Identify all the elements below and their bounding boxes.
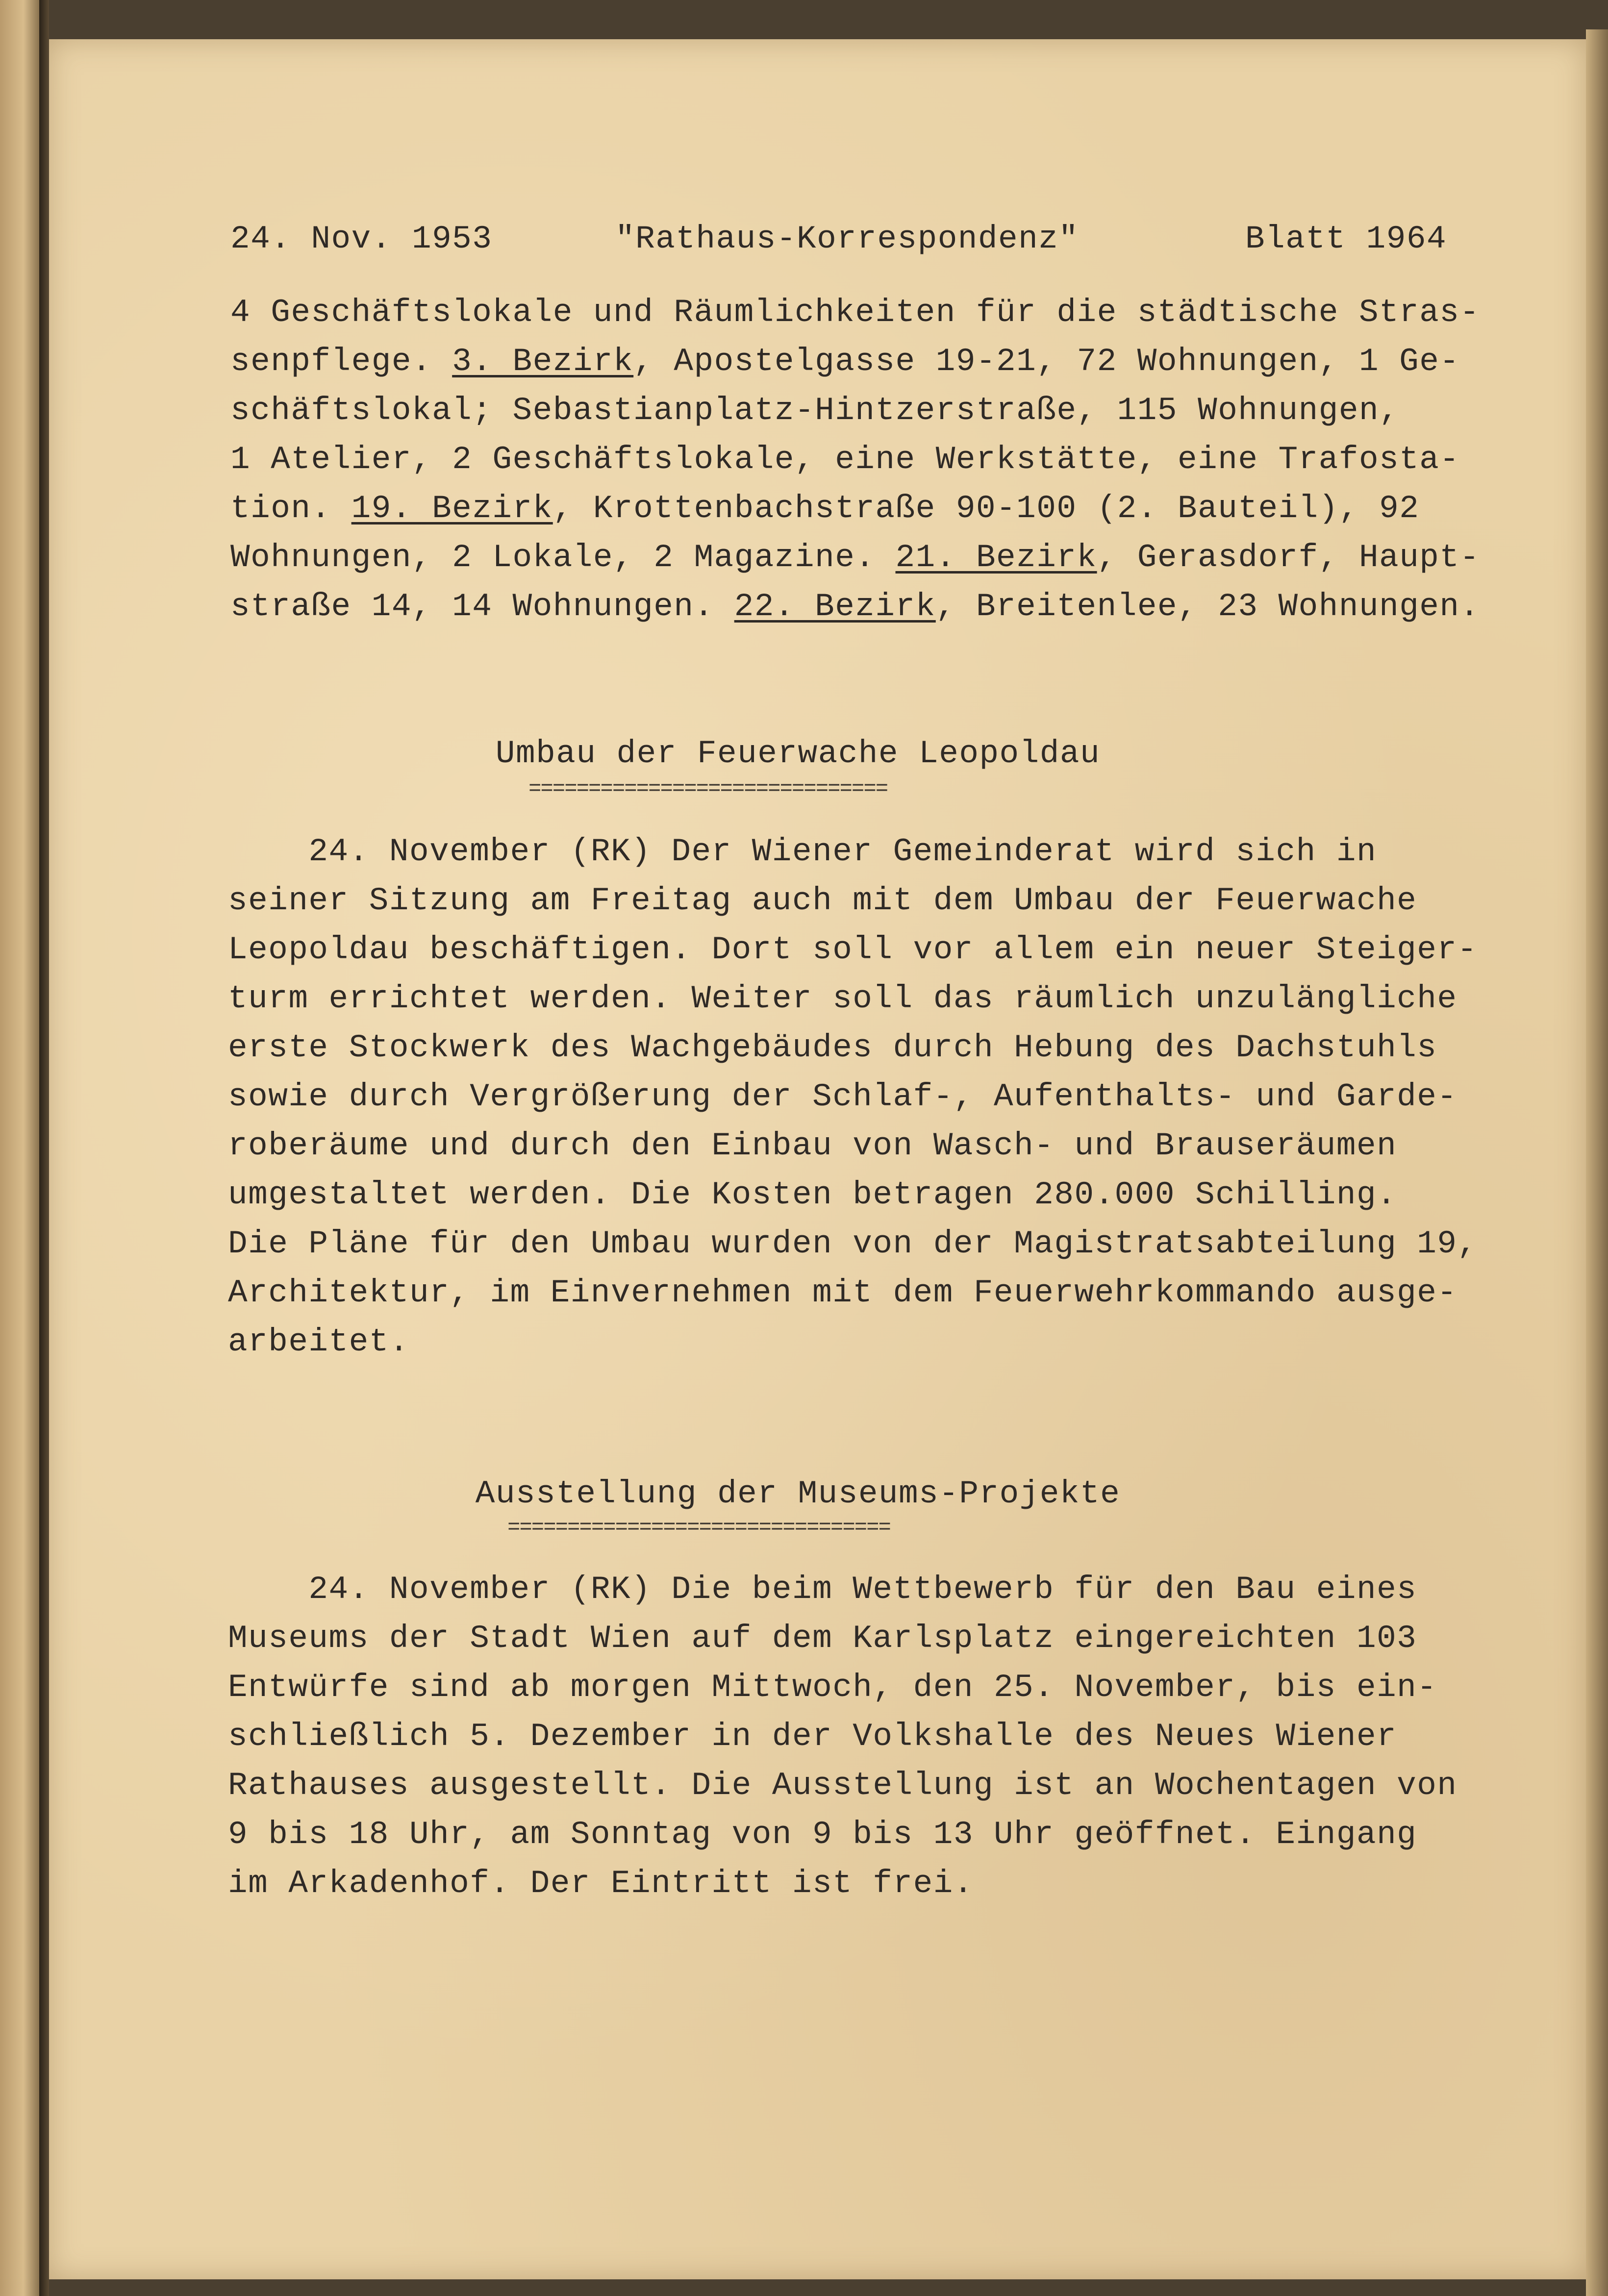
district-19-link: 19. Bezirk bbox=[351, 490, 553, 527]
district-21-link: 21. Bezirk bbox=[895, 539, 1097, 576]
body-line: Museums der Stadt Wien auf dem Karlsplatz eingereichten 103 bbox=[228, 1620, 1417, 1657]
body-line: umgestaltet werden. Die Kosten betragen 280.000 Schilling. bbox=[228, 1176, 1397, 1213]
section-heading-feuerwache: Umbau der Feuerwache Leopoldau bbox=[495, 735, 1101, 772]
body-line: Entwürfe sind ab morgen Mittwoch, den 25. November, bis ein- bbox=[228, 1669, 1437, 1706]
body-line: roberäume und durch den Einbau von Wasch- und Brauseräumen bbox=[228, 1127, 1397, 1164]
district-22-link: 22. Bezirk bbox=[734, 588, 936, 625]
body-line: 24. November (RK) Die beim Wettbewerb für den Bau eines bbox=[228, 1571, 1417, 1608]
header-sheet: Blatt 1964 bbox=[1245, 221, 1447, 257]
intro-line: Wohnungen, 2 Lokale, 2 Magazine. 21. Bezirk, Gerasdorf, Haupt- bbox=[230, 539, 1480, 576]
book-spine bbox=[39, 0, 49, 2296]
section-museum-body bbox=[228, 1571, 1571, 1902]
document-page bbox=[49, 39, 1586, 2279]
header-title: "Rathaus-Korrespondenz" bbox=[615, 221, 1079, 257]
section-heading-museum: Ausstellung der Museums-Projekte bbox=[475, 1475, 1121, 1512]
body-line: turm errichtet werden. Weiter soll das räumlich unzulängliche bbox=[228, 980, 1457, 1017]
body-line: 24. November (RK) Der Wiener Gemeinderat wird sich in bbox=[228, 833, 1377, 870]
body-line: erste Stockwerk des Wachgebäudes durch Hebung des Dachstuhls bbox=[228, 1029, 1437, 1066]
body-line: sowie durch Vergrößerung der Schlaf-, Aufenthalts- und Garde- bbox=[228, 1078, 1457, 1115]
body-line: seiner Sitzung am Freitag auch mit dem Umbau der Feuerwache bbox=[228, 882, 1417, 919]
previous-page-edge bbox=[0, 0, 39, 2296]
section-underline-rule: ============================== bbox=[528, 777, 888, 801]
page-stack-edge bbox=[1586, 29, 1608, 2296]
intro-line: schäftslokal; Sebastianplatz-Hintzerstraße, 115 Wohnungen, bbox=[230, 392, 1400, 429]
body-line: Rathauses ausgestellt. Die Ausstellung ist an Wochentagen von bbox=[228, 1767, 1457, 1804]
body-line: Architektur, im Einvernehmen mit dem Feuerwehrkommando ausge- bbox=[228, 1274, 1457, 1311]
district-3-link: 3. Bezirk bbox=[452, 343, 634, 380]
section-feuerwache-body bbox=[228, 833, 1571, 1360]
body-line: arbeitet. bbox=[228, 1323, 409, 1360]
intro-paragraph bbox=[230, 294, 1574, 625]
intro-line: 1 Atelier, 2 Geschäftslokale, eine Werkstätte, eine Trafosta- bbox=[230, 441, 1460, 478]
intro-line: straße 14, 14 Wohnungen. 22. Bezirk, Breitenlee, 23 Wohnungen. bbox=[230, 588, 1480, 625]
intro-line: tion. 19. Bezirk, Krottenbachstraße 90-100 (2. Bauteil), 92 bbox=[230, 490, 1420, 527]
section-underline-rule: ================================ bbox=[507, 1516, 890, 1540]
body-line: im Arkadenhof. Der Eintritt ist frei. bbox=[228, 1865, 974, 1902]
body-line: Leopoldau beschäftigen. Dort soll vor allem ein neuer Steiger- bbox=[228, 931, 1478, 968]
body-line: schließlich 5. Dezember in der Volkshalle des Neues Wiener bbox=[228, 1718, 1397, 1755]
body-line: Die Pläne für den Umbau wurden von der Magistratsabteilung 19, bbox=[228, 1225, 1478, 1262]
intro-line: 4 Geschäftslokale und Räumlichkeiten für die städtische Stras- bbox=[230, 294, 1480, 331]
body-line: 9 bis 18 Uhr, am Sonntag von 9 bis 13 Uhr geöffnet. Eingang bbox=[228, 1816, 1417, 1853]
header-date: 24. Nov. 1953 bbox=[230, 221, 493, 257]
intro-line: senpflege. 3. Bezirk, Apostelgasse 19-21, 72 Wohnungen, 1 Ge- bbox=[230, 343, 1460, 380]
